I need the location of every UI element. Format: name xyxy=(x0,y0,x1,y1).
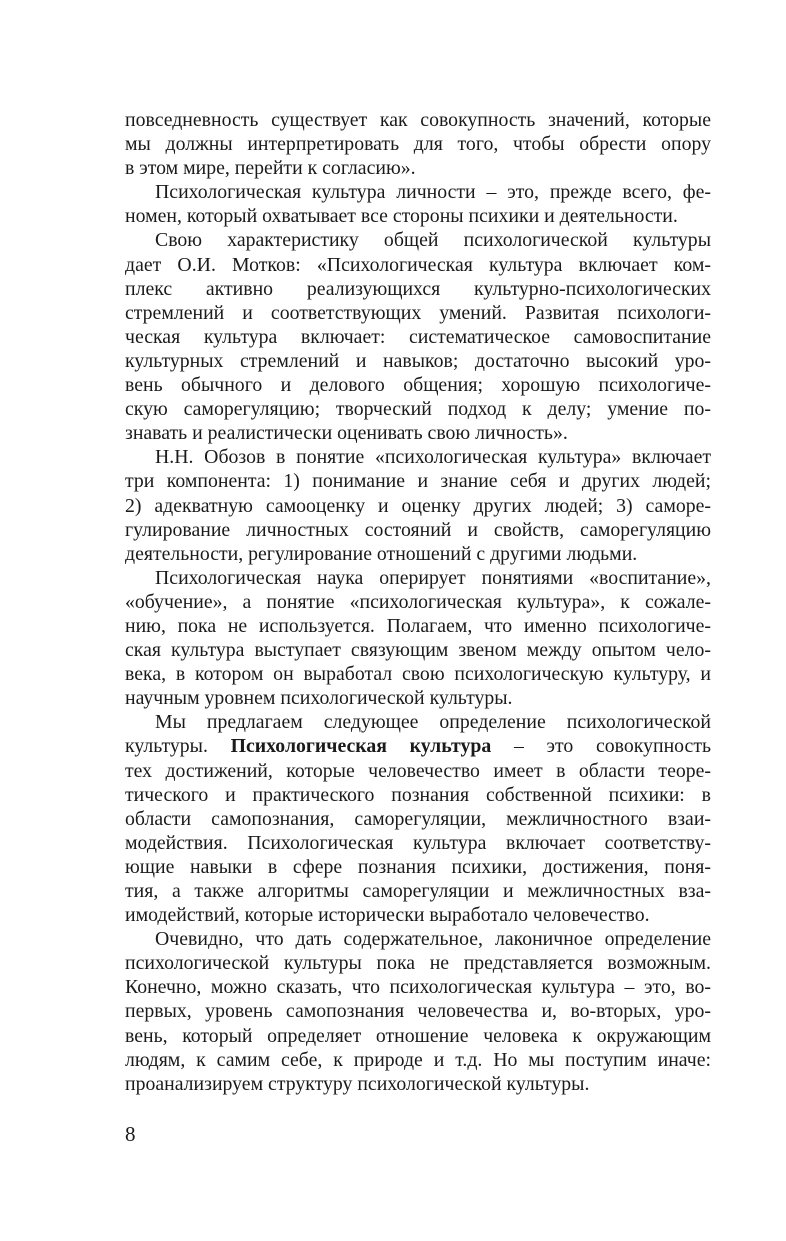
defined-term: Психологическая культура xyxy=(230,735,492,758)
text-line: тия, а также алгоритмы саморегуляции и межличностных вза- xyxy=(125,880,711,902)
text-line: дает О.И. Мотков: «Психологическая культура включает ком- xyxy=(125,253,711,276)
text-line: людям, к самим себе, к природе и т.д. Но мы поступим иначе: xyxy=(125,1048,711,1071)
text-line: модействия. Психологическая культура включает соответству- xyxy=(125,831,711,854)
text-line-with-definition xyxy=(125,734,711,758)
text-line: нию, пока не используется. Полагаем, что именно психологиче- xyxy=(125,614,711,637)
text-line: три компонента: 1) понимание и знание себя и других людей; xyxy=(125,470,711,493)
text-line: гулирование личностных состояний и свойств, саморегуляцию xyxy=(125,518,711,541)
text-line: 2) адекватную самооценку и оценку других людей; 3) саморе- xyxy=(125,494,711,517)
text-line: повседневность существует как совокупность значений, которые xyxy=(125,109,711,131)
text-line: Н.Н. Обозов в понятие «психологическая культура» включает xyxy=(155,446,711,469)
text-line: научным уровнем психологической культуры. xyxy=(125,687,513,710)
paragraph-6 xyxy=(125,710,711,927)
text-line: ющие навыки в сфере познания психики, достижения, поня- xyxy=(125,855,711,878)
page-number: 8 xyxy=(125,1122,136,1146)
text-line: вень обычного и делового общения; хорошую психологиче- xyxy=(125,374,711,397)
paragraph-3 xyxy=(125,228,711,445)
text-line: плекс активно реализующихся культурно-психологических xyxy=(125,277,711,300)
text-line: Психологическая культура личности – это, прежде всего, фе- xyxy=(155,181,711,204)
text-line: века, в котором он выработал свою психологическую культуру, и xyxy=(125,663,711,686)
text-line: проанализируем структуру психологической культуры. xyxy=(125,1072,590,1095)
paragraph-1 xyxy=(125,108,711,180)
page-body xyxy=(125,108,711,1096)
text-line: знавать и реалистически оценивать свою личность». xyxy=(125,422,568,445)
text-line: первых, уровень самопознания человечества и, во-вторых, уро- xyxy=(125,1000,711,1023)
text-line: Мы предлагаем следующее определение психологической xyxy=(155,711,711,734)
paragraph-2 xyxy=(125,180,711,228)
text-segment: культуры. xyxy=(125,735,231,758)
text-line: «обучение», а понятие «психологическая культура», к сожале- xyxy=(125,590,711,613)
paragraph-7 xyxy=(125,927,711,1096)
text-line: номен, который охватывает все стороны психики и деятельности. xyxy=(125,205,678,228)
text-segment: – это совокупность xyxy=(491,735,712,758)
text-line: области самопознания, саморегуляции, межличностного взаи- xyxy=(125,807,711,830)
text-line: Конечно, можно сказать, что психологическая культура – это, во- xyxy=(125,976,711,999)
text-line: психологической культуры пока не представляется возможным. xyxy=(125,952,711,975)
text-line: стремлений и соответствующих умений. Развитая психологи- xyxy=(125,301,711,324)
text-line: скую саморегуляцию; творческий подход к делу; умение по- xyxy=(125,398,711,421)
text-line: тического и практического познания собственной психики: в xyxy=(125,783,711,806)
text-line: ческая культура включает: систематическое самовоспитание xyxy=(125,325,711,348)
text-line: Свою характеристику общей психологической культуры xyxy=(155,229,711,252)
paragraph-5 xyxy=(125,566,711,711)
text-line: деятельности, регулирование отношений с другими людьми. xyxy=(125,542,638,565)
text-line: Психологическая наука оперирует понятиями «воспитание», xyxy=(155,566,711,589)
text-line: Очевидно, что дать содержательное, лаконичное определение xyxy=(155,928,711,951)
text-line: культурных стремлений и навыков; достаточно высокий уро- xyxy=(125,349,711,372)
text-line: ская культура выступает связующим звеном между опытом чело- xyxy=(125,639,711,662)
text-line: тех достижений, которые человечество имеет в области теоре- xyxy=(125,759,711,782)
text-line: вень, который определяет отношение человека к окружающим xyxy=(125,1024,711,1047)
text-line: мы должны интерпретировать для того, чтобы обрести опору xyxy=(125,133,711,156)
paragraph-4 xyxy=(125,445,711,565)
text-line: в этом мире, перейти к согласию». xyxy=(125,157,416,180)
text-line: имодействий, которые исторически выработало человечество. xyxy=(125,904,650,927)
